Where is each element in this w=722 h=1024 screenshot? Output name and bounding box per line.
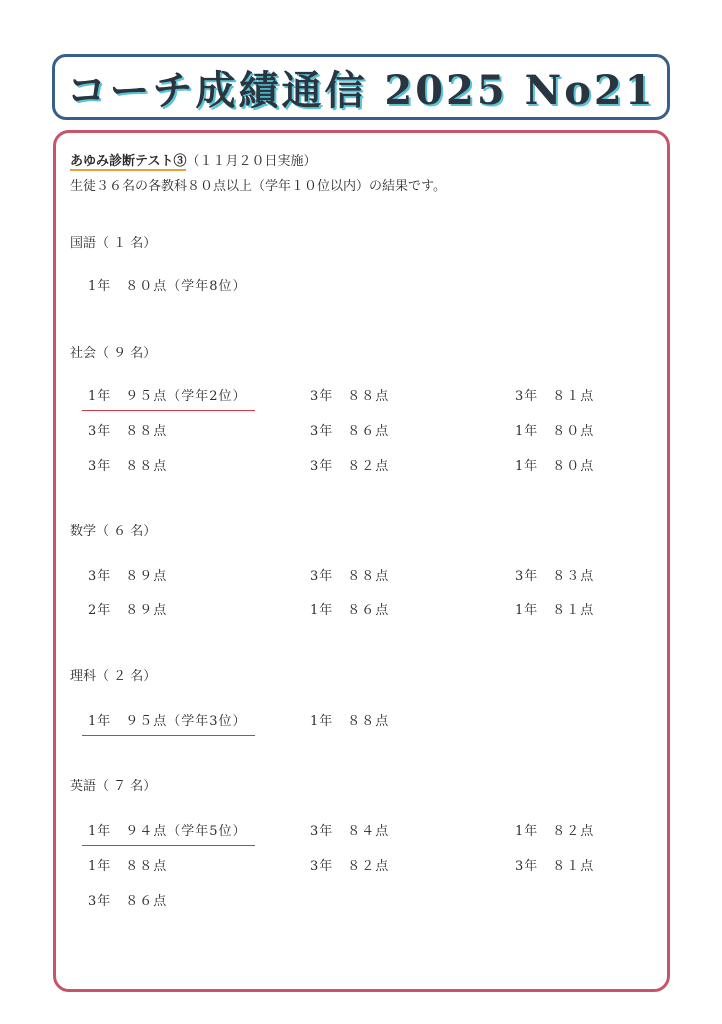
test-name: あゆみ診断テスト③ xyxy=(70,154,187,169)
subject-heading-social: 社会（ ９ 名） xyxy=(70,346,157,361)
score-entry: 2年 ８９点 xyxy=(88,603,168,618)
score-entry: 3年 ８４点 xyxy=(310,824,390,839)
score-entry: 1年 ８６点 xyxy=(310,603,390,618)
intro-description: 生徒３６名の各教科８０点以上（学年１０位以内）の結果です。 xyxy=(70,179,446,194)
score-entry: 3年 ８８点 xyxy=(88,424,168,439)
score-entry: 1年 ８０点 xyxy=(515,459,595,474)
title-banner xyxy=(52,54,670,120)
score-entry: 3年 ８９点 xyxy=(88,569,168,584)
score-entry: 1年 ８２点 xyxy=(515,824,595,839)
page-title: コーチ成績通信 2025 No21 xyxy=(66,66,656,114)
score-entry: 3年 ８８点 xyxy=(88,459,168,474)
score-entry: 1年 ９５点（学年3位） xyxy=(88,710,247,729)
score-entry: 1年 ８０点 xyxy=(515,424,595,439)
score-entry: 1年 ９４点（学年5位） xyxy=(88,820,247,839)
test-date: （１１月２０日実施） xyxy=(186,154,317,169)
subject-heading-science: 理科（ ２ 名） xyxy=(70,669,157,684)
score-entry: 3年 ８６点 xyxy=(88,894,168,909)
intro-line-test xyxy=(70,150,317,171)
score-entry: 3年 ８８点 xyxy=(310,389,390,404)
score-entry: 1年 ８８点 xyxy=(310,714,390,729)
score-entry: 3年 ８３点 xyxy=(515,569,595,584)
subject-heading-english: 英語（ ７ 名） xyxy=(70,779,157,794)
score-entry: 1年 ８０点（学年8位） xyxy=(88,279,247,294)
score-entry: 1年 ９５点（学年2位） xyxy=(88,385,247,404)
subject-heading-japanese: 国語（ １ 名） xyxy=(70,236,157,251)
subject-heading-math: 数学（ ６ 名） xyxy=(70,524,157,539)
score-entry: 3年 ８２点 xyxy=(310,459,390,474)
score-entry: 3年 ８８点 xyxy=(310,569,390,584)
score-entry: 3年 ８１点 xyxy=(515,859,595,874)
score-entry: 3年 ８２点 xyxy=(310,859,390,874)
score-entry: 3年 ８６点 xyxy=(310,424,390,439)
score-entry: 1年 ８１点 xyxy=(515,603,595,618)
score-entry: 1年 ８８点 xyxy=(88,859,168,874)
score-entry: 3年 ８１点 xyxy=(515,389,595,404)
